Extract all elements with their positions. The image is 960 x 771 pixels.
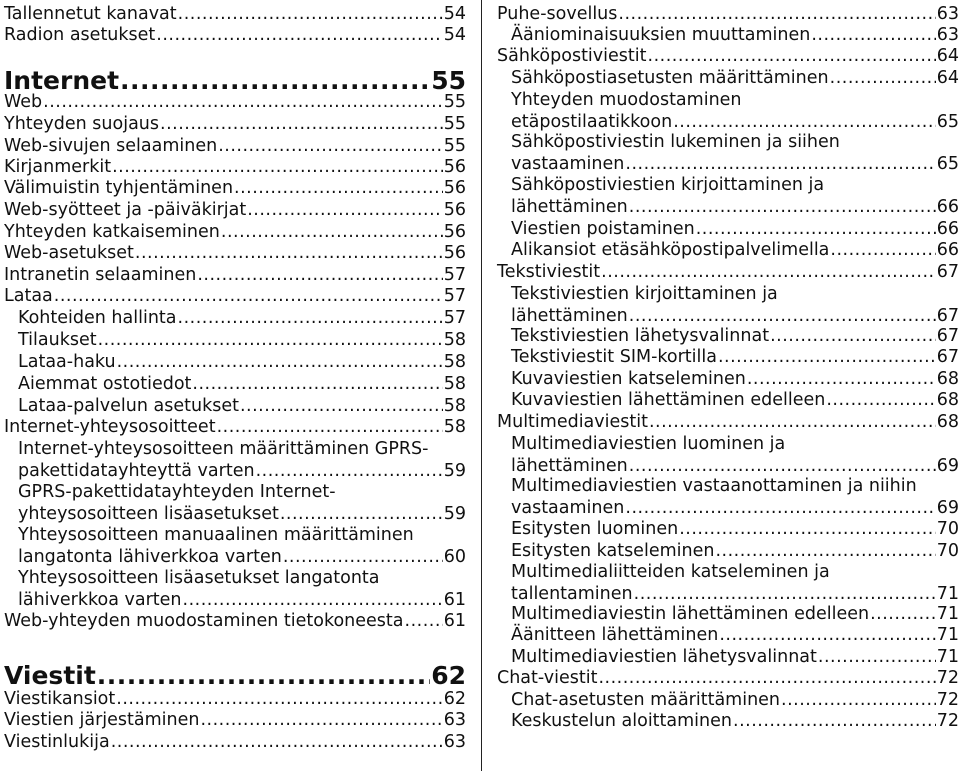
dot-leader [234, 177, 443, 199]
toc-entry[interactable] [4, 156, 466, 178]
toc-entry[interactable] [4, 242, 466, 264]
toc-entry[interactable] [4, 731, 466, 753]
dot-leader [719, 624, 935, 646]
toc-entry-title: Sähköpostiviestien kirjoittaminen ja [511, 175, 825, 195]
toc-entry-title: Viestit [4, 661, 96, 690]
toc-entry-title: Web-yhteyden muodostaminen tietokoneesta [4, 611, 404, 631]
dot-leader [98, 329, 443, 351]
dot-leader [629, 305, 936, 327]
toc-entry[interactable] [511, 368, 959, 390]
toc-entry-title: Esitysten katseleminen [511, 541, 715, 561]
dot-leader [818, 646, 936, 668]
toc-page-number: 68 [936, 369, 959, 389]
dot-leader [679, 518, 936, 540]
toc-entry[interactable] [497, 45, 959, 67]
toc-page-number: 62 [443, 689, 466, 709]
toc-page-number: 67 [936, 326, 959, 346]
toc-page-number: 56 [443, 178, 466, 198]
toc-entry-title: Multimediaviestit [497, 412, 648, 432]
toc-entry[interactable] [511, 603, 959, 625]
toc-entry-title: Kuvaviestien lähettäminen edelleen [511, 390, 826, 410]
dot-leader [200, 709, 442, 731]
toc-entry-title: Intranetin selaaminen [4, 265, 197, 285]
toc-entry-title: Kirjanmerkit [4, 157, 112, 177]
toc-page-number: 54 [443, 4, 466, 24]
toc-entry[interactable] [511, 346, 959, 368]
toc-page-number: 56 [443, 157, 466, 177]
toc-entry-title: Viestien poistaminen [511, 219, 695, 239]
toc-entry[interactable] [511, 131, 959, 175]
dot-leader [830, 67, 936, 89]
dot-leader [618, 3, 935, 25]
toc-entry-title: Sähköpostiasetusten määrittäminen [511, 68, 829, 88]
dot-leader [247, 199, 443, 221]
toc-entry-title: Web-syötteet ja -päiväkirjat [4, 200, 247, 220]
toc-entry[interactable] [4, 24, 466, 46]
toc-entry-title: Internet-yhteysosoitteen määrittäminen GPRS- [18, 439, 429, 459]
dot-leader [830, 239, 935, 261]
dot-leader [156, 24, 442, 46]
toc-page-number: 56 [443, 243, 466, 263]
toc-page-number: 63 [936, 25, 959, 45]
toc-entry[interactable] [511, 89, 959, 133]
toc-page-number: 65 [936, 154, 959, 174]
toc-entry-title: Välimuistin tyhjentäminen [4, 178, 234, 198]
toc-entry[interactable] [4, 135, 466, 157]
toc-entry[interactable] [497, 3, 959, 25]
toc-page-number: 64 [936, 46, 959, 66]
toc-page-number: 66 [936, 219, 959, 239]
toc-entry[interactable] [511, 561, 959, 605]
toc-entry-title-continued: etäpostilaatikkoon [511, 112, 673, 132]
dot-leader [673, 111, 936, 133]
toc-entry-title: Lataa-haku [18, 352, 116, 372]
dot-leader [160, 113, 443, 135]
dot-leader [280, 503, 443, 525]
toc-entry-title: Web-asetukset [4, 243, 134, 263]
toc-page-number: 61 [443, 590, 466, 610]
toc-page-number: 68 [936, 390, 959, 410]
toc-page-number: 69 [936, 498, 959, 518]
dot-leader [192, 373, 442, 395]
toc-page-number: 71 [936, 647, 959, 667]
toc-page-number: 72 [936, 690, 959, 710]
toc-entry-title: Lataa-palvelun asetukset [18, 396, 239, 416]
toc-entry[interactable] [511, 325, 959, 347]
dot-leader [178, 307, 443, 329]
toc-entry-title: Yhteyden suojaus [4, 114, 160, 134]
toc-entry[interactable] [18, 524, 466, 568]
toc-page-number: 55 [443, 92, 466, 112]
toc-page-number: 56 [443, 222, 466, 242]
toc-entry-title: Tekstiviestien lähetysvalinnat [511, 326, 770, 346]
toc-entry[interactable] [511, 646, 959, 668]
toc-page-number: 67 [936, 347, 959, 367]
dot-leader [405, 610, 443, 632]
toc-entry-title-continued: tallentaminen [511, 584, 633, 604]
toc-entry[interactable] [18, 567, 466, 611]
toc-page-number: 55 [443, 136, 466, 156]
dot-leader [283, 546, 443, 568]
toc-entry[interactable] [511, 433, 959, 477]
toc-entry-title: Lataa [4, 286, 53, 306]
toc-page-number: 62 [431, 661, 466, 690]
toc-entry-title: Multimedialiitteiden katseleminen ja [511, 562, 830, 582]
toc-page-number: 67 [936, 306, 959, 326]
toc-page-number: 70 [936, 519, 959, 539]
toc-entry[interactable] [18, 329, 466, 351]
toc-page-number: 67 [936, 262, 959, 282]
dot-leader [598, 667, 935, 689]
toc-entry-title: Tekstiviestit SIM-kortilla [511, 347, 717, 367]
toc-entry-title: Aiemmat ostotiedot [18, 374, 192, 394]
column-divider [481, 0, 482, 771]
dot-leader [733, 710, 936, 732]
toc-entry[interactable] [511, 540, 959, 562]
toc-page-number: 72 [936, 711, 959, 731]
toc-entry-title: Web-sivujen selaaminen [4, 136, 218, 156]
toc-entry[interactable] [511, 67, 959, 89]
toc-entry-title: Web [4, 92, 43, 112]
toc-entry-title: Ääniominaisuuksien muuttaminen [511, 25, 811, 45]
dot-leader [625, 497, 935, 519]
toc-page-number: 58 [443, 374, 466, 394]
toc-entry[interactable] [4, 264, 466, 286]
toc-page-number: 55 [443, 114, 466, 134]
toc-entry-title: Multimediaviestien lähetysvalinnat [511, 647, 817, 667]
dot-leader [256, 460, 443, 482]
toc-entry-title: Äänitteen lähettäminen [511, 625, 719, 645]
toc-entry[interactable] [497, 261, 959, 283]
dot-leader [826, 389, 935, 411]
toc-page-number: 72 [936, 668, 959, 688]
toc-entry[interactable] [18, 373, 466, 395]
toc-page-number: 60 [443, 547, 466, 567]
dot-leader [747, 368, 936, 390]
toc-entry-title: Internet-yhteysosoitteet [4, 417, 216, 437]
toc-entry[interactable] [4, 113, 466, 135]
toc-entry[interactable] [511, 518, 959, 540]
toc-entry-title: Radion asetukset [4, 25, 156, 45]
dot-leader [648, 45, 936, 67]
toc-entry[interactable] [4, 416, 466, 438]
toc-entry-title: Yhteyden katkaiseminen [4, 222, 220, 242]
dot-leader [770, 325, 936, 347]
toc-entry[interactable] [4, 177, 466, 199]
toc-page-number: 65 [936, 112, 959, 132]
toc-entry[interactable] [511, 24, 959, 46]
toc-entry[interactable] [4, 610, 466, 632]
dot-leader [218, 135, 442, 157]
toc-entry-title-continued: vastaaminen [511, 498, 625, 518]
dot-leader [696, 218, 936, 240]
dot-leader [43, 91, 443, 113]
toc-page-number: 64 [936, 68, 959, 88]
toc-entry-title: Yhteysosoitteen lisäasetukset langatonta [18, 568, 380, 588]
toc-page-number: 58 [443, 417, 466, 437]
toc-entry[interactable] [18, 351, 466, 373]
toc-page-number: 69 [936, 456, 959, 476]
toc-page-number: 59 [443, 461, 466, 481]
toc-entry[interactable] [4, 285, 466, 307]
toc-entry-title: Viestikansiot [4, 689, 116, 709]
dot-leader [97, 661, 430, 691]
toc-entry-title: Alikansiot etäsähköpostipalvelimella [511, 240, 830, 260]
toc-page-number: 66 [936, 240, 959, 260]
dot-leader [112, 156, 443, 178]
toc-entry-title: Keskustelun aloittaminen [511, 711, 732, 731]
toc-entry-title: Tekstiviestit [497, 262, 601, 282]
toc-page-number: 63 [443, 710, 466, 730]
toc-entry[interactable] [511, 710, 959, 732]
toc-entry[interactable] [497, 667, 959, 689]
toc-entry[interactable] [4, 709, 466, 731]
dot-leader [54, 285, 443, 307]
toc-page-number: 58 [443, 330, 466, 350]
dot-leader [634, 583, 936, 605]
toc-entry-title: Chat-viestit [497, 668, 598, 688]
toc-entry[interactable] [511, 624, 959, 646]
toc-entry[interactable] [18, 481, 466, 525]
toc-entry[interactable] [511, 218, 959, 240]
toc-entry[interactable] [497, 411, 959, 433]
dot-leader [649, 411, 936, 433]
toc-page-number: 66 [936, 197, 959, 217]
toc-entry-title-continued: pakettidatayhteyttä varten [18, 461, 255, 481]
toc-page-number: 70 [936, 541, 959, 561]
dot-leader [601, 261, 936, 283]
toc-page-number: 58 [443, 396, 466, 416]
toc-entry-title: GPRS-pakettidatayhteyden Internet- [18, 482, 336, 502]
toc-entry-title: Tekstiviestien kirjoittaminen ja [511, 284, 778, 304]
toc-entry[interactable] [511, 239, 959, 261]
toc-page-number: 58 [443, 352, 466, 372]
toc-entry-title: Yhteyden muodostaminen [511, 90, 742, 110]
toc-entry-title: Esitysten luominen [511, 519, 679, 539]
toc-entry-title: Multimediaviestin lähettäminen edelleen [511, 604, 870, 624]
toc-page-number: 59 [443, 504, 466, 524]
dot-leader [111, 731, 443, 753]
toc-entry[interactable] [4, 199, 466, 221]
dot-leader [718, 346, 936, 368]
toc-entry-title: Kohteiden hallinta [18, 308, 177, 328]
toc-page-number: 71 [936, 604, 959, 624]
dot-leader [781, 689, 936, 711]
toc-entry[interactable] [511, 475, 959, 519]
toc-page-number: 56 [443, 200, 466, 220]
dot-leader [217, 416, 443, 438]
toc-page-number: 54 [443, 25, 466, 45]
toc-entry[interactable] [18, 395, 466, 417]
dot-leader [625, 153, 935, 175]
toc-entry[interactable] [511, 389, 959, 411]
dot-leader [629, 196, 936, 218]
toc-entry[interactable] [4, 221, 466, 243]
dot-leader [870, 603, 936, 625]
toc-entry-title-continued: lähettäminen [511, 197, 628, 217]
toc-entry[interactable] [18, 438, 466, 482]
toc-entry-title: Yhteysosoitteen manuaalinen määrittäminen [18, 525, 414, 545]
toc-entry[interactable] [4, 91, 466, 113]
dot-leader [629, 455, 936, 477]
toc-entry-title: Internet [4, 66, 120, 95]
toc-entry-title-continued: langatonta lähiverkkoa varten [18, 547, 282, 567]
toc-entry-title-continued: lähiverkkoa varten [18, 590, 182, 610]
dot-leader [135, 242, 443, 264]
dot-leader [117, 351, 443, 373]
toc-page-number: 63 [936, 4, 959, 24]
dot-leader [197, 264, 442, 286]
toc-page-number: 71 [936, 625, 959, 645]
toc-entry[interactable] [18, 307, 466, 329]
toc-page-number: 61 [443, 611, 466, 631]
toc-entry-title-continued: lähettäminen [511, 306, 628, 326]
toc-entry-title: Tallennetut kanavat [4, 4, 177, 24]
toc-entry-title: Multimediaviestien vastaanottaminen ja niihin [511, 476, 917, 496]
dot-leader [811, 24, 935, 46]
toc-entry-title: Chat-asetusten määrittäminen [511, 690, 781, 710]
toc-entry-title: Multimediaviestien luominen ja [511, 434, 786, 454]
toc-entry[interactable] [4, 3, 466, 25]
toc-entry[interactable] [511, 689, 959, 711]
toc-page-number: 57 [443, 308, 466, 328]
toc-page-number: 63 [443, 732, 466, 752]
toc-page-number: 57 [443, 265, 466, 285]
toc-entry-title-continued: lähettäminen [511, 456, 628, 476]
toc-entry-title-continued: yhteysosoitteen lisäasetukset [18, 504, 279, 524]
toc-page-number: 68 [936, 412, 959, 432]
toc-page-number: 55 [431, 66, 466, 95]
toc-entry-title: Tilaukset [18, 330, 97, 350]
dot-leader [183, 589, 443, 611]
toc-entry-title: Viestinlukija [4, 732, 110, 752]
toc-entry-title: Viestien järjestäminen [4, 710, 200, 730]
toc-entry-title: Sähköpostiviestin lukeminen ja siihen [511, 132, 840, 152]
dot-leader [221, 221, 443, 243]
dot-leader [178, 3, 443, 25]
toc-page-number: 71 [936, 584, 959, 604]
toc-page-number: 57 [443, 286, 466, 306]
toc-entry[interactable] [4, 688, 466, 710]
toc-section-heading[interactable] [4, 661, 466, 691]
dot-leader [116, 688, 442, 710]
toc-entry-title: Sähköpostiviestit [497, 46, 647, 66]
dot-leader [715, 540, 935, 562]
dot-leader [240, 395, 443, 417]
toc-entry-title-continued: vastaaminen [511, 154, 625, 174]
toc-entry-title: Puhe-sovellus [497, 4, 618, 24]
toc-entry-title: Kuvaviestien katseleminen [511, 369, 746, 389]
toc-entry[interactable] [511, 283, 959, 327]
toc-entry[interactable] [511, 174, 959, 218]
